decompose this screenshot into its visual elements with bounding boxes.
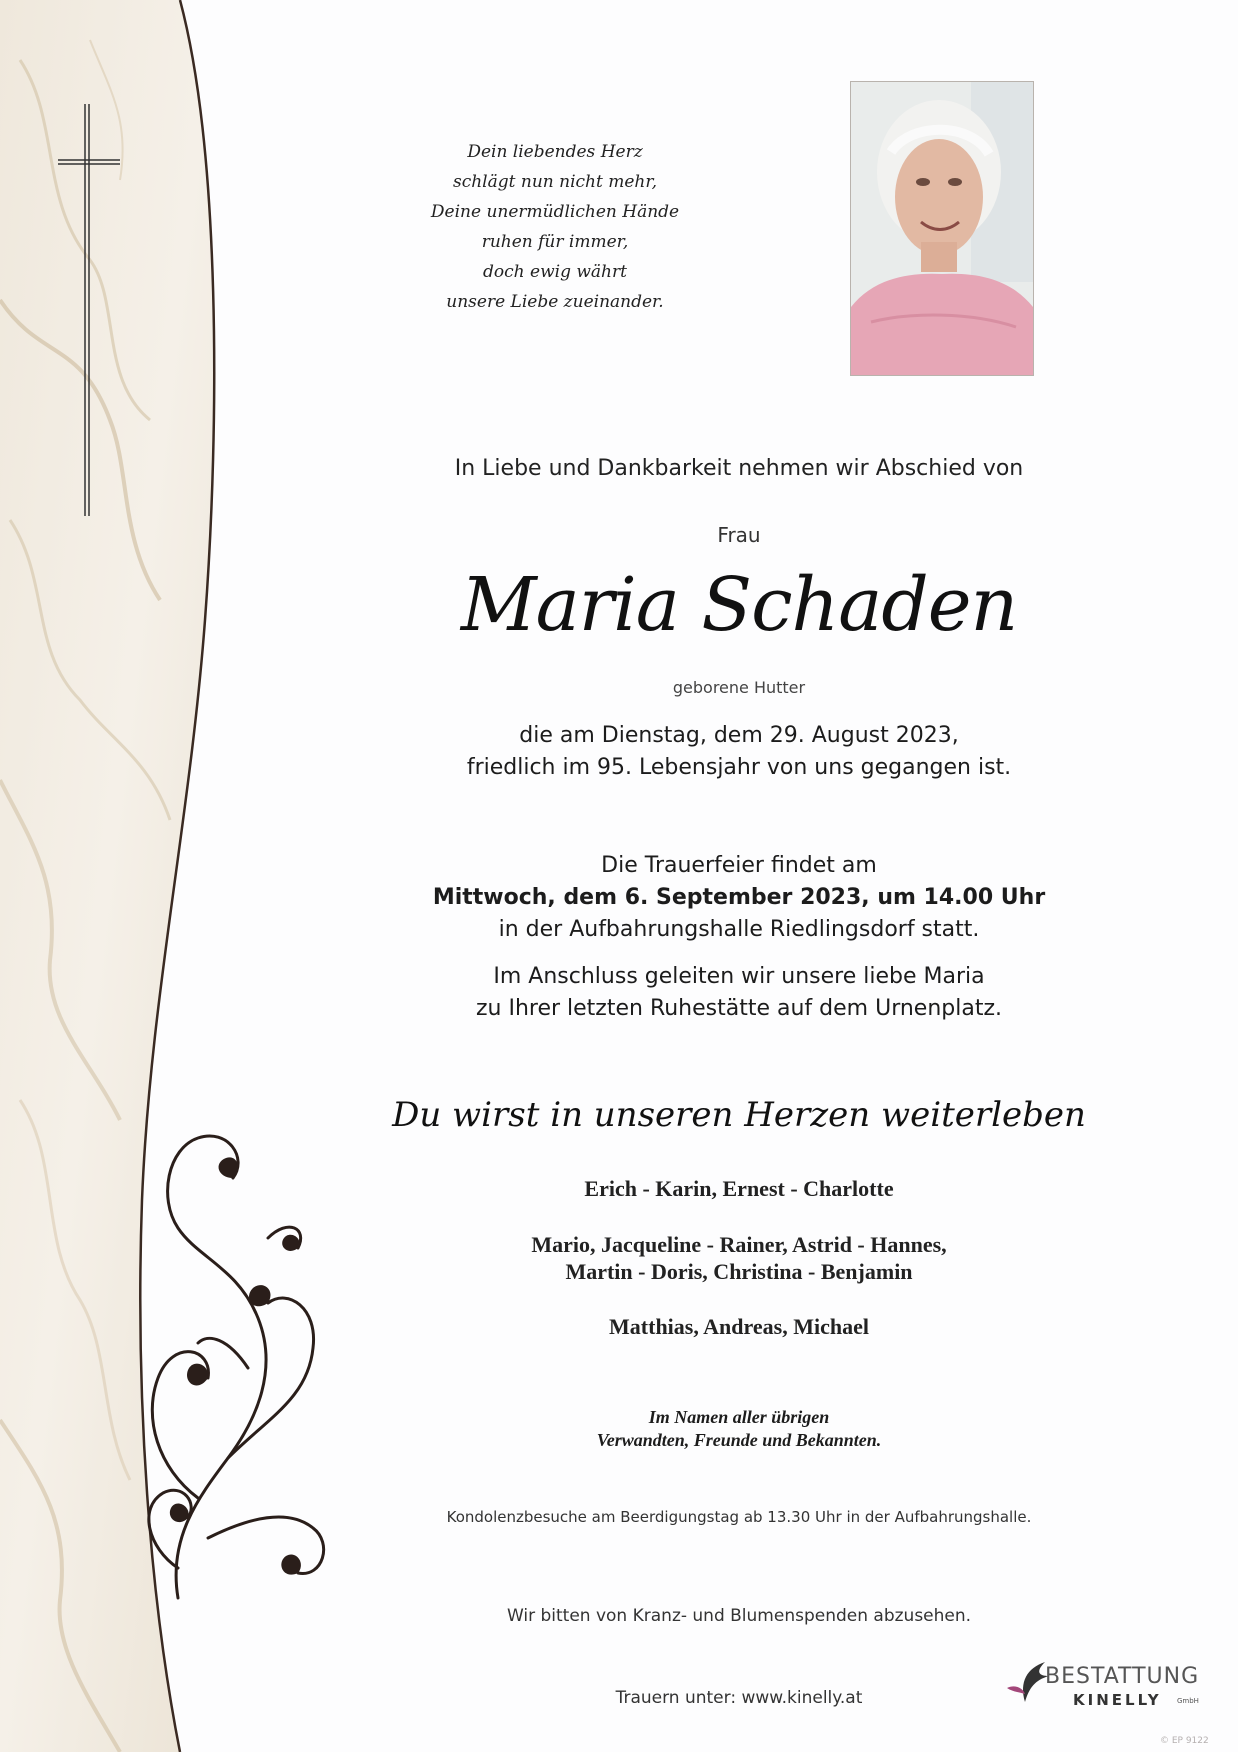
death-date-line: die am Dienstag, dem 29. August 2023, — [519, 723, 959, 748]
flowers-note: Wir bitten von Kranz- und Blumenspenden abzusehen. — [506, 1606, 972, 1626]
deceased-name: Maria Schaden — [460, 562, 1018, 648]
salutation: Frau — [717, 523, 761, 547]
mourners-line: Erich - Karin, Ernest - Charlotte — [584, 1176, 894, 1201]
funeral-date: Mittwoch, dem 6. September 2023, um 14.00 Uhr — [432, 885, 1046, 910]
signature-line: Verwandten, Freunde und Bekannten. — [596, 1430, 882, 1450]
poem-line: ruhen für immer, — [481, 232, 629, 252]
urn-line: zu Ihrer letzten Ruhestätte auf dem Urnenplatz. — [475, 996, 1003, 1021]
mourners-line: Mario, Jacqueline - Rainer, Astrid - Hannes, — [531, 1232, 947, 1257]
maiden-name: geborene Hutter — [672, 678, 806, 697]
poem-line: Deine unermüdlichen Hände — [430, 202, 680, 222]
signature-line: Im Namen aller übrigen — [648, 1407, 830, 1427]
funeral-location: in der Aufbahrungshalle Riedlingsdorf statt. — [498, 917, 980, 942]
poem — [395, 137, 715, 317]
funeral-line: Die Trauerfeier findet am — [601, 853, 877, 878]
poem-line: unsere Liebe zueinander. — [446, 292, 664, 312]
death-age-line: friedlich im 95. Lebensjahr von uns gegangen ist. — [466, 755, 1012, 780]
logo-line1: BESTATTUNG — [1045, 1664, 1200, 1689]
logo-suffix: GmbH — [1177, 1697, 1199, 1705]
condolence-note: Kondolenzbesuche am Beerdigungstag ab 13.30 Uhr in der Aufbahrungshalle. — [446, 1508, 1032, 1526]
urn-line: Im Anschluss geleiten wir unsere liebe Maria — [493, 964, 985, 989]
cross-icon — [58, 104, 120, 516]
mourners-line: Matthias, Andreas, Michael — [609, 1314, 869, 1339]
website-note: Trauern unter: www.kinelly.at — [615, 1688, 863, 1708]
mourners-line: Martin - Doris, Christina - Benjamin — [565, 1259, 913, 1284]
mourners-heading: Du wirst in unseren Herzen weiterleben — [392, 1095, 1086, 1135]
poem-line: doch ewig währt — [483, 262, 627, 282]
intro-text: In Liebe und Dankbarkeit nehmen wir Abschied von — [454, 456, 1024, 481]
poem-line: Dein liebendes Herz — [467, 142, 643, 162]
portrait-photo — [850, 81, 1034, 376]
poem-line: schlägt nun nicht mehr, — [452, 172, 658, 192]
funeral-home-logo — [1005, 1650, 1203, 1716]
print-code: © EP 9122 — [1160, 1736, 1209, 1746]
logo-line2: KINELLY — [1073, 1691, 1162, 1709]
flourish-ornament — [138, 1118, 338, 1608]
